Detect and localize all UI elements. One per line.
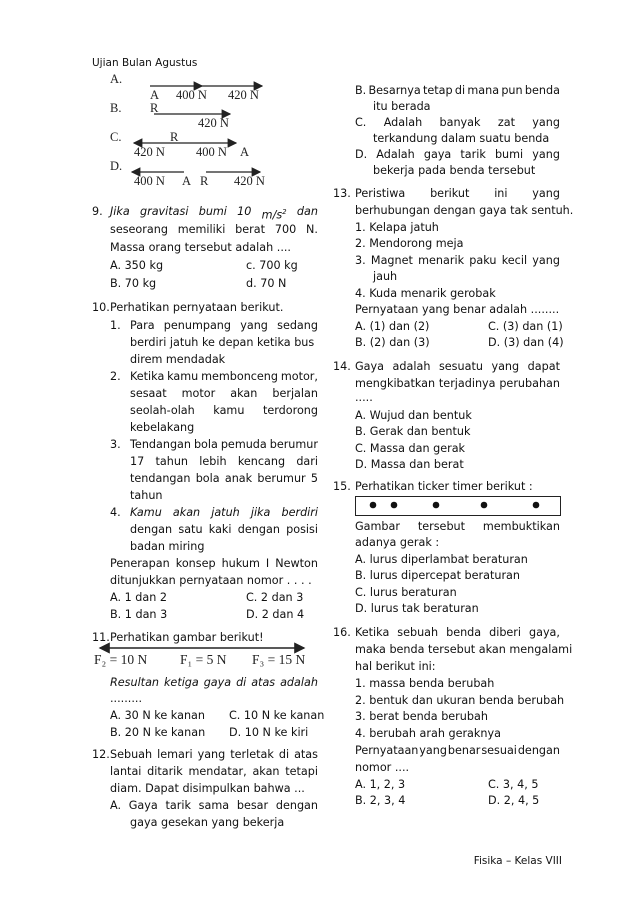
- q10-statement-line2: ditunjukkan pernyataan nomor . . . .: [110, 574, 312, 587]
- q16-option-a[interactable]: A. 1, 2, 3: [355, 778, 406, 791]
- q10-item4-line3: badan miring: [130, 540, 205, 553]
- q10-item2-line4: kebelakang: [130, 421, 195, 434]
- page-footer: Fisika – Kelas VIII: [473, 855, 562, 867]
- q10-option-a[interactable]: A. 1 dan 2: [110, 591, 167, 604]
- q11-option-b[interactable]: B. 20 N ke kanan: [110, 726, 206, 739]
- ticker-dots: [356, 497, 560, 515]
- q11-f1-label: F₁ = 5 N: [180, 652, 227, 667]
- q15-option-d[interactable]: D. lurus tak beraturan: [355, 602, 479, 615]
- q14-option-d[interactable]: D. Massa dan berat: [355, 458, 464, 471]
- q12-option-c-line2: terkandung dalam suatu benda: [373, 132, 550, 145]
- q8d-f1: 400 N: [134, 174, 165, 188]
- ticker-dot: [533, 502, 540, 509]
- q10-item3-line2: 17 tahun lebih kencang dari: [130, 455, 318, 468]
- ticker-dot: [370, 502, 377, 509]
- q9-option-b[interactable]: B. 70 kg: [110, 277, 157, 290]
- q9-option-a[interactable]: A. 350 kg: [110, 259, 164, 272]
- q10-item1-line3: direm mendadak: [130, 353, 226, 366]
- q13-option-b[interactable]: B. (2) dan (3): [355, 336, 430, 349]
- q10-item3-line1: Tendangan bola pemuda berumur: [130, 438, 318, 451]
- q11-f2-label: F₂ = 10 N: [94, 652, 148, 667]
- q8-force-figure: [110, 72, 280, 192]
- q8c-mark-r: R: [170, 130, 179, 144]
- q16-option-b[interactable]: B. 2, 3, 4: [355, 794, 406, 807]
- q16-statement-line1: Pernyataan yang benar sesuai dengan: [355, 744, 560, 757]
- q8d-f2: 420 N: [234, 174, 265, 188]
- q10-item2-line3: seolah-olah kamu terdorong: [130, 404, 318, 417]
- q11-line1: Perhatikan gambar berikut!: [110, 631, 264, 644]
- q10-statement-line1: Penerapan konsep hukum I Newton: [110, 557, 318, 570]
- q10-item1-line1: Para penumpang yang sedang: [130, 319, 318, 332]
- q12-option-a-line2: gaya gesekan yang bekerja: [130, 816, 285, 829]
- q8a-f1: 400 N: [176, 88, 207, 102]
- q13-item-4: 4. Kuda menarik gerobak: [355, 287, 496, 300]
- q16-option-d[interactable]: D. 2, 4, 5: [488, 794, 540, 807]
- q10-item4-line2: dengan satu kaki dengan posisi: [130, 523, 318, 536]
- q16-item-1: 1. massa benda berubah: [355, 677, 495, 690]
- q13-statement: Pernyataan yang benar adalah ........: [355, 303, 560, 316]
- q8c-f2: 400 N: [196, 145, 227, 159]
- q8a-letter: A.: [110, 72, 123, 86]
- q12-option-b-line2: itu berada: [373, 100, 431, 113]
- q11-dots: .........: [110, 692, 143, 705]
- q15-number: 15.: [333, 480, 351, 493]
- q16-item-3: 3. berat benda berubah: [355, 710, 488, 723]
- q8d-mark-r: R: [200, 174, 209, 188]
- q11-force-figure: [92, 640, 322, 672]
- q8c-mark-a: A: [240, 145, 250, 159]
- q12-number: 12.: [92, 748, 110, 761]
- q10-line1: Perhatikan pernyataan berikut.: [110, 301, 284, 314]
- q16-statement-line2: nomor ....: [355, 761, 410, 774]
- q13-line1: Peristiwa berikut ini yang: [355, 187, 560, 200]
- q12-option-a[interactable]: A. Gaya tarik sama besar dengan: [110, 799, 318, 812]
- q10-item1-num: 1.: [110, 319, 121, 332]
- q13-option-c[interactable]: C. (3) dan (1): [488, 320, 563, 333]
- q13-option-d[interactable]: D. (3) dan (4): [488, 336, 564, 349]
- q12-line1: Sebuah lemari yang terletak di atas: [110, 748, 318, 761]
- q8b-mark: R: [150, 101, 159, 115]
- q10-item3-num: 3.: [110, 438, 121, 451]
- q16-line3: hal berikut ini:: [355, 660, 436, 673]
- q10-item1-line2: berdiri jatuh ke depan ketika bus: [130, 336, 315, 349]
- q13-item-1: 1. Kelapa jatuh: [355, 221, 439, 234]
- q10-item3-line3: tendangan bola anak berumur 5: [130, 472, 318, 485]
- q13-item-3-line2: jauh: [373, 270, 398, 283]
- q16-item-4: 4. berubah arah geraknya: [355, 727, 501, 740]
- q15-line3: adanya gerak :: [355, 536, 440, 549]
- q10-item2-line1: Ketika kamu membonceng motor,: [130, 370, 318, 383]
- q13-line2: berhubungan dengan gaya tak sentuh.: [355, 204, 574, 217]
- q15-option-a[interactable]: A. lurus diperlambat beraturan: [355, 553, 528, 566]
- q16-item-2: 2. bentuk dan ukuran benda berubah: [355, 694, 565, 707]
- q15-option-b[interactable]: B. lurus dipercepat beraturan: [355, 569, 521, 582]
- q14-number: 14.: [333, 360, 351, 373]
- q8a-mark: A: [150, 88, 160, 102]
- q9-option-d[interactable]: d. 70 N: [246, 277, 287, 290]
- q14-line1: Gaya adalah sesuatu yang dapat: [355, 360, 560, 373]
- q11-number: 11.: [92, 631, 110, 644]
- q10-option-c[interactable]: C. 2 dan 3: [246, 591, 304, 604]
- q10-item2-line2: sesaat motor akan berjalan: [130, 387, 318, 400]
- q14-line2: mengkibatkan terjadinya perubahan: [355, 377, 560, 390]
- q16-number: 16.: [333, 626, 351, 639]
- q8d-letter: D.: [110, 159, 123, 173]
- q15-line1: Perhatikan ticker timer berikut :: [355, 480, 533, 493]
- q12-option-d[interactable]: D. Adalah gaya tarik bumi yang: [355, 148, 560, 161]
- q8c-letter: C.: [110, 130, 122, 144]
- q8b-letter: B.: [110, 101, 122, 115]
- q10-option-b[interactable]: B. 1 dan 3: [110, 608, 168, 621]
- ticker-dot: [481, 502, 488, 509]
- q15-option-c[interactable]: C. lurus beraturan: [355, 586, 457, 599]
- q9-line3: Massa orang tersebut adalah ....: [110, 241, 291, 254]
- q11-option-a[interactable]: A. 30 N ke kanan: [110, 709, 205, 722]
- q15-line2: Gambar tersebut membuktikan: [355, 520, 560, 533]
- q11-f3-label: F₃ = 15 N: [252, 652, 306, 667]
- q11-option-d[interactable]: D. 10 N ke kiri: [229, 726, 309, 739]
- q11-option-c[interactable]: C. 10 N ke kanan: [229, 709, 325, 722]
- q13-item-3: 3. Magnet menarik paku kecil yang: [355, 254, 560, 267]
- q10-item4-num: 4.: [110, 506, 121, 519]
- q12-line2: lantai ditarik mendatar, akan tetapi: [110, 765, 318, 778]
- q11-resultant-line: Resultan ketiga gaya di atas adalah: [110, 676, 318, 689]
- ticker-dot: [391, 502, 398, 509]
- q13-number: 13.: [333, 187, 351, 200]
- q9-option-c[interactable]: c. 700 kg: [246, 259, 298, 272]
- q8c-f1: 420 N: [134, 145, 165, 159]
- q10-item3-line4: tahun: [130, 489, 163, 502]
- q9-number: 9.: [92, 205, 103, 218]
- q8d-mark-a: A: [182, 174, 192, 188]
- q8a-f2: 420 N: [228, 88, 259, 102]
- q12-option-d-line2: bekerja pada benda tersebut: [373, 164, 536, 177]
- page-header: Ujian Bulan Agustus: [92, 57, 198, 69]
- q12-option-c[interactable]: C. Adalah banyak zat yang: [355, 116, 560, 129]
- q16-line1: Ketika sebuah benda diberi gaya,: [355, 626, 560, 639]
- q14-option-b[interactable]: B. Gerak dan bentuk: [355, 425, 471, 438]
- q12-option-b[interactable]: B. Besarnya tetap di mana pun benda: [355, 84, 560, 97]
- q9-line1: Jika gravitasi bumi 10 $m/s^2$ dan: [110, 205, 318, 222]
- q8b-f: 420 N: [198, 116, 229, 130]
- q16-line2: maka benda tersebut akan mengalami: [355, 643, 573, 656]
- q13-item-2: 2. Mendorong meja: [355, 237, 464, 250]
- q10-option-d[interactable]: D. 2 dan 4: [246, 608, 305, 621]
- q9-line2: seseorang memiliki berat 700 N.: [110, 223, 318, 236]
- ticker-tape-figure: [355, 496, 561, 516]
- q16-option-c[interactable]: C. 3, 4, 5: [488, 778, 539, 791]
- ticker-dot: [433, 502, 440, 509]
- q14-option-c[interactable]: C. Massa dan gerak: [355, 442, 466, 455]
- q13-option-a[interactable]: A. (1) dan (2): [355, 320, 430, 333]
- q10-number: 10.: [92, 301, 110, 314]
- q12-line3: diam. Dapat disimpulkan bahwa ...: [110, 782, 305, 795]
- q14-dots: .....: [355, 391, 373, 404]
- q14-option-a[interactable]: A. Wujud dan bentuk: [355, 409, 472, 422]
- q10-item4-line1: Kamu akan jatuh jika berdiri: [130, 506, 318, 519]
- q10-item2-num: 2.: [110, 370, 121, 383]
